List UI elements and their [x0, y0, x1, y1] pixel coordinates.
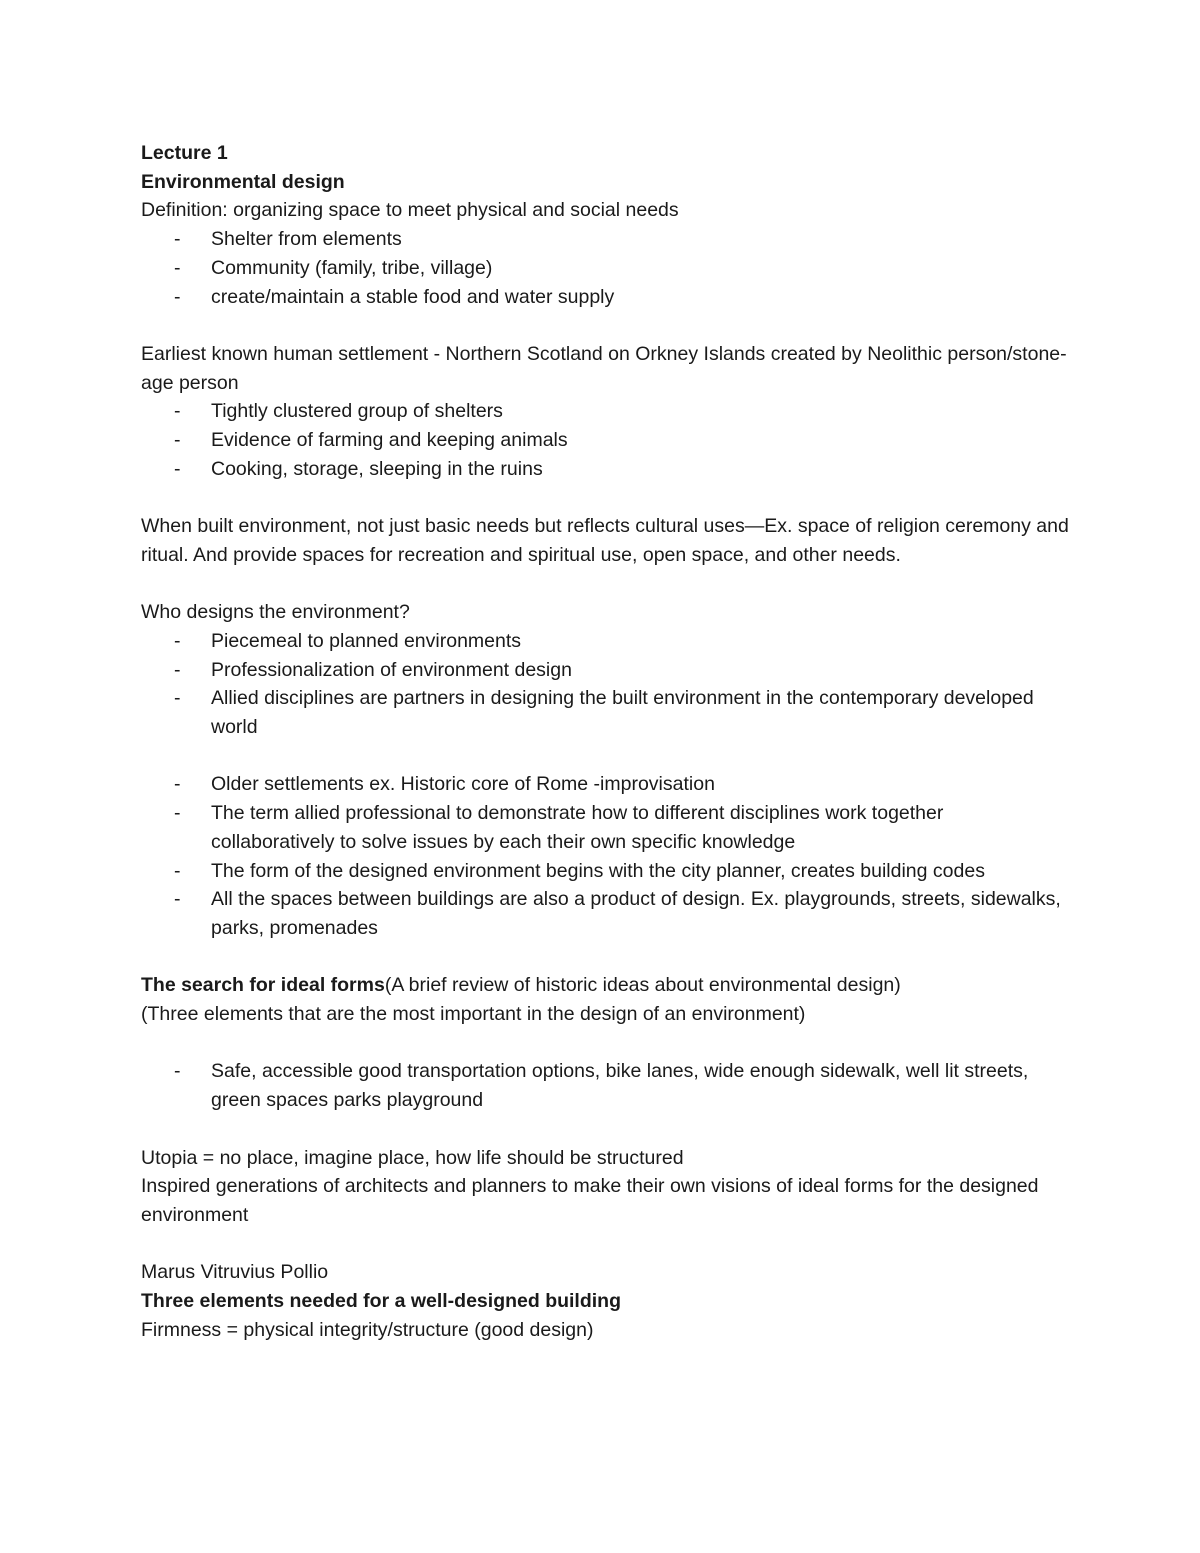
ideal-forms-line — [141, 971, 1071, 1000]
dash-bullet: - — [174, 256, 181, 279]
utopia-line: Utopia = no place, imagine place, how life should be structured — [141, 1146, 684, 1169]
dash-bullet: - — [174, 400, 181, 423]
settlement-list — [141, 397, 1071, 483]
list-item: - Evidence of farming and keeping animals — [141, 426, 1071, 455]
list-item: - Allied disciplines are partners in designing the built environment in the contemporary developed world — [141, 684, 1071, 741]
section-heading-environmental-design: Environmental design — [141, 170, 345, 193]
inspired-line: Inspired generations of architects and planners to make their own visions of ideal forms for the designed environment — [141, 1175, 1039, 1226]
needs-list — [141, 225, 1071, 311]
spacer — [141, 1115, 1071, 1144]
spacer — [141, 742, 1071, 771]
ideal-forms-note: (A brief review of historic ideas about environmental design) — [384, 974, 901, 997]
dash-bullet: - — [174, 773, 181, 796]
dash-bullet: - — [174, 285, 181, 308]
built-environment-paragraph: When built environment, not just basic needs but reflects cultural uses—Ex. space of religion ceremony and ritual. And provide spaces for recreation and spiritual use, open space, and other needs. — [141, 515, 1069, 566]
list-item: - The form of the designed environment begins with the city planner, creates building codes — [141, 857, 1071, 886]
list-item: - Shelter from elements — [141, 225, 1071, 254]
list-item: - create/maintain a stable food and water supply — [141, 283, 1071, 312]
ideal-forms-list — [141, 1057, 1071, 1114]
spacer — [141, 1230, 1071, 1259]
list-item: - Community (family, tribe, village) — [141, 254, 1071, 283]
dash-bullet: - — [174, 802, 181, 825]
spacer — [141, 943, 1071, 972]
list-item: - Cooking, storage, sleeping in the ruins — [141, 455, 1071, 484]
lecture-title: Lecture 1 — [141, 142, 228, 164]
definition-text: Definition: organizing space to meet physical and social needs — [141, 199, 679, 222]
dash-bullet: - — [174, 629, 181, 652]
who-designs-question: Who designs the environment? — [141, 601, 410, 624]
dash-bullet: - — [174, 687, 181, 710]
list-item: - Professionalization of environment design — [141, 656, 1071, 685]
ideal-forms-heading: The search for ideal forms — [141, 974, 385, 997]
spacer — [141, 1029, 1071, 1058]
three-elements-heading: Three elements needed for a well-designed building — [141, 1290, 622, 1312]
list-item: - Older settlements ex. Historic core of Rome -improvisation — [141, 770, 1071, 799]
three-elements-note: (Three elements that are the most important in the design of an environment) — [141, 1003, 806, 1026]
list-item: - Tightly clustered group of shelters — [141, 397, 1071, 426]
dash-bullet: - — [174, 228, 181, 251]
dash-bullet: - — [174, 457, 181, 480]
dash-bullet: - — [174, 888, 181, 911]
document-page — [141, 139, 1071, 1344]
list-item: - All the spaces between buildings are also a product of design. Ex. playgrounds, streets, sidewalks, parks, promenades — [141, 885, 1071, 942]
spacer — [141, 483, 1071, 512]
vitruvius-name: Marus Vitruvius Pollio — [141, 1261, 329, 1284]
list-item: - Piecemeal to planned environments — [141, 627, 1071, 656]
dash-bullet: - — [174, 859, 181, 882]
dash-bullet: - — [174, 1060, 181, 1083]
spacer — [141, 570, 1071, 599]
list-item: - The term allied professional to demonstrate how to different disciplines work together collaboratively to solve issues by each their own specific knowledge — [141, 799, 1071, 856]
who-designs-list-a — [141, 627, 1071, 742]
dash-bullet: - — [174, 658, 181, 681]
list-item: - Safe, accessible good transportation options, bike lanes, wide enough sidewalk, well lit streets, green spaces parks playground — [141, 1057, 1071, 1114]
settlement-intro: Earliest known human settlement - Northern Scotland on Orkney Islands created by Neolithic person/stone-age person — [141, 342, 1067, 394]
dash-bullet: - — [174, 429, 181, 452]
who-designs-list-b — [141, 770, 1071, 942]
firmness-line: Firmness = physical integrity/structure (good design) — [141, 1318, 594, 1341]
spacer — [141, 311, 1071, 340]
